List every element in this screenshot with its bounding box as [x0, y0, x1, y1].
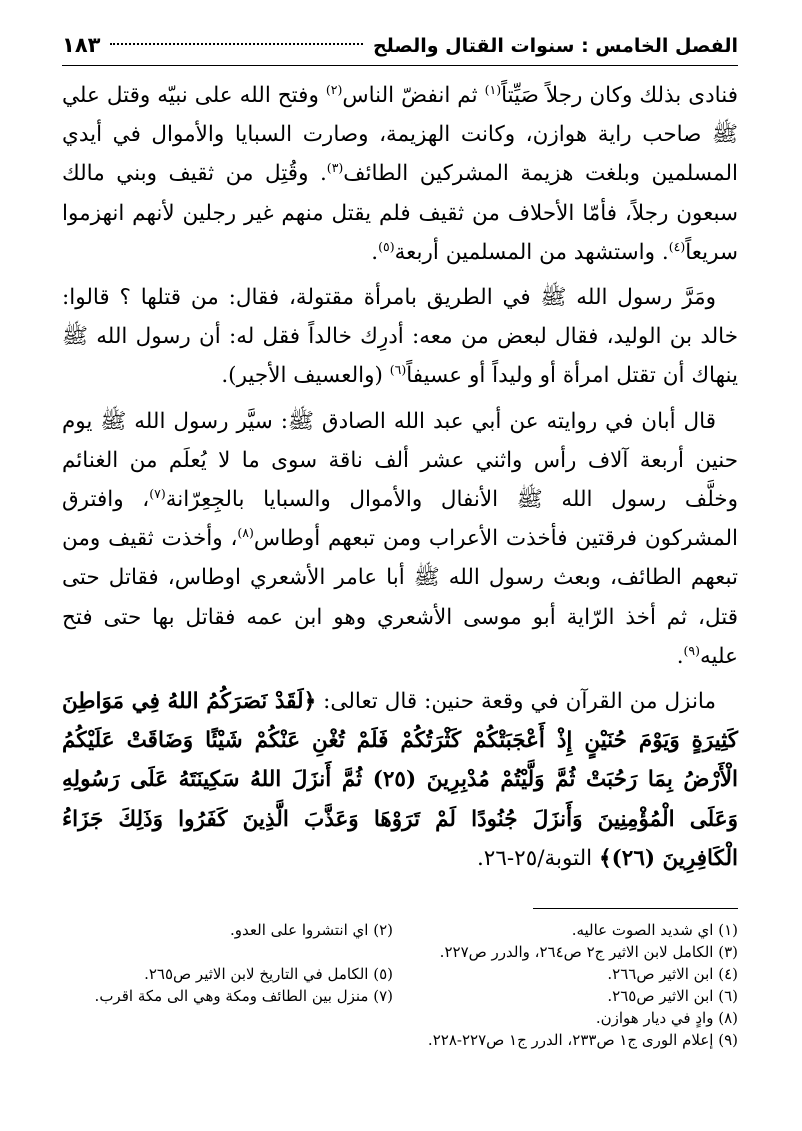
footnote-marker: (٢)	[325, 81, 343, 97]
page-number: ١٨٣	[62, 33, 101, 57]
text-run: التوبة/٢٥-٢٦.	[476, 845, 599, 871]
footnote-6: (٦) ابن الاثير ص٢٦٥.	[607, 987, 738, 1006]
footnote-7: (٧) منزل بين الطائف ومكة وهي الى مكة اقرب.	[94, 987, 393, 1006]
text-run: ، وافترق المشركون فرقتين فأخذت الأعراب ومن تبعهم أوطاس	[62, 487, 738, 552]
text-run: ثم انفضّ الناس	[342, 83, 485, 108]
body-text	[62, 76, 738, 878]
footnote-marker: (٧)	[149, 485, 166, 501]
footnote-3: (٣) الكامل لابن الاثير ج٢ ص٢٦٤، والدرر ص٢٢٧.	[439, 943, 738, 962]
footnote-separator	[533, 908, 738, 909]
paragraph	[62, 76, 738, 272]
footnote-marker: (٤)	[668, 238, 686, 254]
footnote-marker: (١)	[484, 81, 502, 97]
footnote-marker: (٣)	[326, 160, 344, 176]
chapter-title: الفصل الخامس : سنوات القتال والصلح	[372, 35, 738, 57]
text-run: (والعسيف الأجير).	[221, 363, 390, 389]
text-run: وفتح الله على نبيّه وقتل علي ﷺ صاحب راية هوازن، وكانت الهزيمة، وصارت السبايا والأموال في أيدي المسلمين وبلغت هزيمة المشركين الطائف	[62, 83, 738, 187]
footnote-8: (٨) وادٍ في ديار هوازن.	[595, 1009, 738, 1028]
header-rule	[62, 65, 738, 66]
footnote-row	[62, 919, 738, 941]
footnotes	[62, 919, 738, 1051]
text-run: مانزل من القرآن في وقعة حنين: قال تعالى:	[316, 689, 716, 715]
footnote-9: (٩) إعلام الورى ج١ ص٢٣٣، الدرر ج١ ص٢٢٧-٢٢٨.	[427, 1031, 738, 1050]
footnote-5: (٥) الكامل في التاريخ لابن الاثير ص٢٦٥.	[144, 965, 393, 984]
text-run: ومَرَّ رسول الله ﷺ في الطريق بامرأة مقتولة، فقال: من قتلها ؟ قالوا: خالد بن الوليد، فقال لبعض من معه: أدرِك خالداً فقل له: أن رسول الله ﷺ ينهاك أن تقتل امرأة أو وليداً أو عسيفاً	[62, 285, 738, 389]
footnote-1: (١) اي شديد الصوت عاليه.	[571, 921, 738, 940]
text-run: . وقُتِل من ثقيف وبني مالك سبعون رجلاً، فأمّا الأحلاف من ثقيف فلم يقتل منهم غير رجلين لأنهم انهزموا سريعاً	[62, 161, 738, 265]
paragraph	[62, 278, 738, 396]
text-run: قال أبان في روايته عن أبي عبد الله الصادق ﷺ: سيَّر رسول الله ﷺ يوم حنين أربعة آلاف رأس واثني عشر ألف ناقة سوى ما لا يُعلَم من الغنائم وخلَّف رسول الله ﷺ الأنفال والأموال والسبايا بالجِعِرّانة	[62, 408, 738, 513]
footnote-2: (٢) اي انتشروا على العدو.	[230, 921, 393, 940]
dotted-leader	[110, 43, 362, 45]
footnote-marker: (٨)	[237, 525, 254, 541]
text-run: .	[676, 643, 684, 669]
footnote-4: (٤) ابن الاثير ص٢٦٦.	[607, 965, 738, 984]
text-run: ، وأخذت ثقيف ومن تبعهم الطائف، وبعث رسول الله ﷺ أبا عامر الأشعري اوطاس، فقاتل حتى قتل، ثم أخذ الرّاية أبو موسى الأشعري وهو ابن عمه فقاتل بها حتى فتح عليه	[62, 526, 738, 669]
footnote-row	[62, 985, 738, 1007]
quran-verse: ﴿لَقَدْ نَصَرَكُمُ اللهُ فِي مَوَاطِنَ كَثِيرَةٍ وَيَوْمَ حُنَيْنٍ إِذْ أَعْجَبَتْكُمْ كَثْرَتُكُمْ فَلَمْ تُغْنِ عَنْكُمْ شَيْئًا وَضَاقَتْ عَلَيْكُمُ الْأَرْضُ بِمَا رَحُبَتْ ثُمَّ وَلَّيْتُمْ مُدْبِرِينَ (٢٥) ثُمَّ أَنزَلَ اللهُ سَكِينَتَهُ عَلَى رَسُولِهِ وَعَلَى الْمُؤْمِنِينَ وَأَنزَلَ جُنُودًا لَمْ تَرَوْهَا وَعَذَّبَ الَّذِينَ كَفَرُوا وَذَلِكَ جَزَاءُ الْكَافِرِينَ (٢٦)﴾	[62, 689, 738, 871]
footnote-marker: (٩)	[683, 642, 701, 658]
text-run: فنادى بذلك وكان رجلاً صَيِّتاً	[501, 83, 738, 108]
paragraph	[62, 682, 738, 878]
footnote-marker: (٦)	[389, 362, 407, 378]
text-run: .	[371, 239, 379, 265]
running-header	[62, 30, 738, 61]
paragraph	[62, 402, 738, 676]
text-run: . واستشهد من المسلمين أربعة	[394, 239, 669, 265]
footnote-marker: (٥)	[378, 238, 395, 254]
footnote-row	[62, 963, 738, 985]
book-page	[62, 30, 738, 1051]
